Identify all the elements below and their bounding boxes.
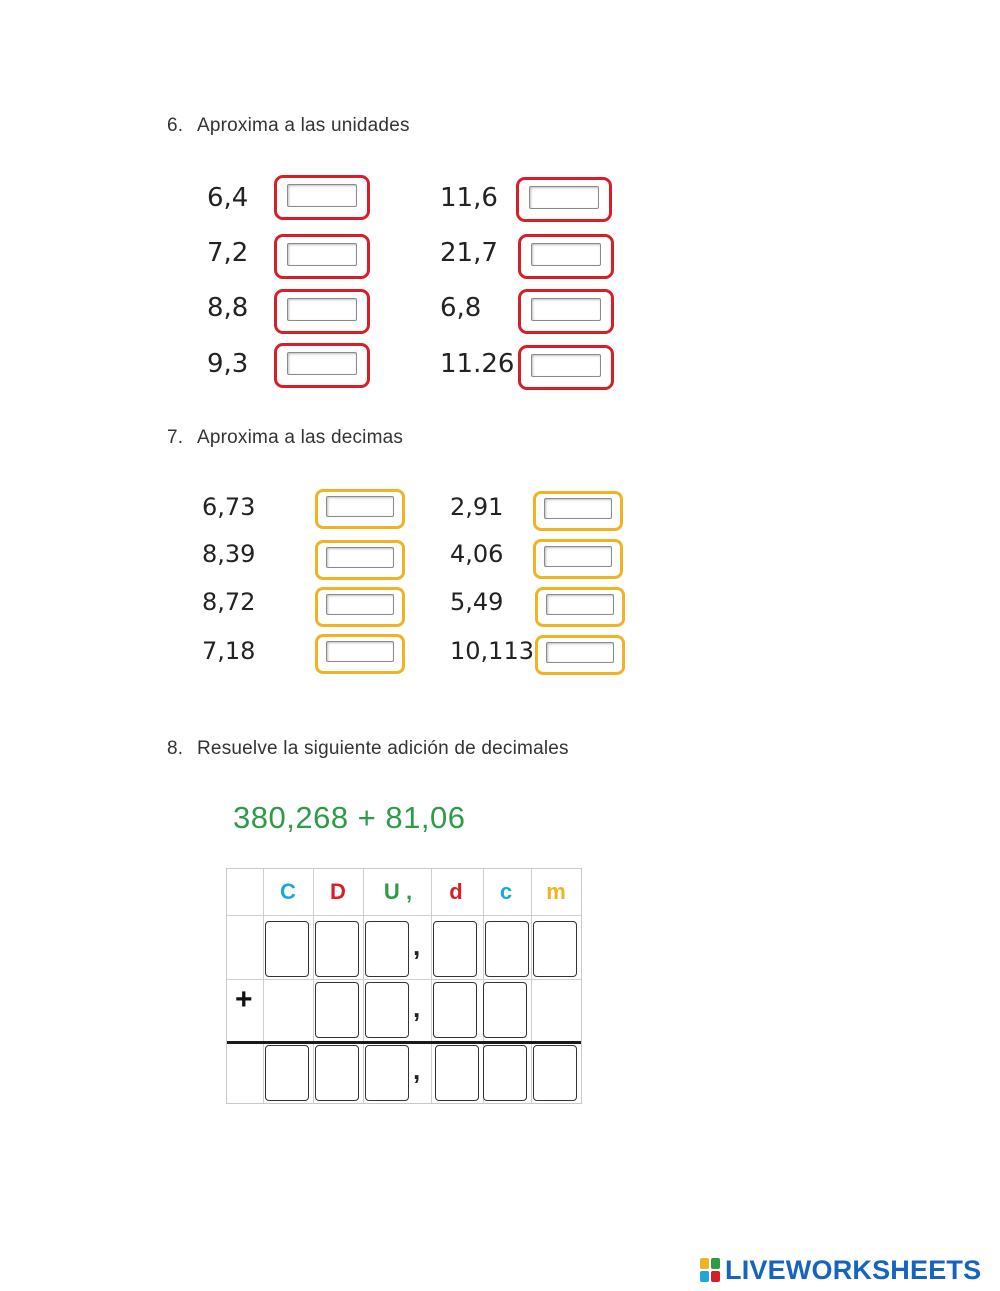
addend-1-cell-d-decimal[interactable] [433,921,477,977]
addend-2-cell-c-decimal[interactable] [483,982,527,1038]
q6-answer-input-left-3[interactable] [287,298,357,321]
q6-answer-input-left-1[interactable] [287,184,357,207]
q7-answer-input-right-2[interactable] [544,546,612,567]
q6-answer-box-right-3 [518,289,614,334]
q6-answer-box-left-1 [274,175,370,220]
addend-2-cell-d-decimal[interactable] [433,982,477,1038]
q7-answer-box-right-1 [533,491,623,531]
q7-answer-input-left-1[interactable] [326,496,394,517]
q7-answer-input-left-2[interactable] [326,547,394,568]
grid-divider [227,915,581,916]
grid-divider [363,869,364,1103]
addend-1-cell-u[interactable] [365,921,409,977]
question-6-title [167,115,410,137]
decimal-comma: , [413,993,421,1023]
column-header-unidades [365,879,431,905]
q6-answer-box-right-4 [518,345,614,390]
addend-1-cell-d[interactable] [315,921,359,977]
q7-answer-box-left-1 [315,489,405,529]
q7-number-right-4: 10,113 [450,637,534,665]
column-header-centenas [265,879,311,905]
q6-answer-box-left-3 [274,289,370,334]
q7-answer-box-right-2 [533,539,623,579]
result-cell-u[interactable] [365,1045,409,1101]
column-header-label: D [330,879,346,904]
column-header-label: d [449,879,463,904]
result-line [227,1041,581,1044]
result-cell-m[interactable] [533,1045,577,1101]
q6-answer-input-right-1[interactable] [529,186,599,209]
question-8-text: Resuelve la siguiente adición de decimales [197,738,569,759]
column-header-label: U [383,879,400,904]
q7-answer-box-left-4 [315,634,405,674]
addend-2-cell-u[interactable] [365,982,409,1038]
q6-answer-input-left-2[interactable] [287,243,357,266]
q7-number-right-2: 4,06 [450,540,504,568]
q7-number-right-1: 2,91 [450,493,504,521]
result-cell-c-decimal[interactable] [483,1045,527,1101]
q6-answer-box-left-4 [274,343,370,388]
q6-number-right-3: 6,8 [440,293,482,323]
column-header-label: m [546,879,566,904]
grid-divider [227,979,581,980]
addition-expression: 380,268 + 81,06 [233,800,466,835]
column-header-decenas [315,879,361,905]
liveworksheets-logo-text: LIVEWORKSHEETS [725,1254,982,1285]
q6-number-right-2: 21,7 [440,238,498,268]
question-6-text: Aproxima a las unidades [197,115,410,136]
q6-number-right-1: 11,6 [440,183,498,213]
q7-answer-box-left-3 [315,587,405,627]
q7-answer-box-left-2 [315,540,405,580]
addend-1-cell-c[interactable] [265,921,309,977]
q7-answer-input-left-4[interactable] [326,641,394,662]
result-cell-d-decimal[interactable] [435,1045,479,1101]
q6-number-left-3: 8,8 [207,293,249,323]
addend-1-cell-c-decimal[interactable] [485,921,529,977]
q6-answer-input-left-4[interactable] [287,352,357,375]
q7-answer-box-right-4 [535,635,625,675]
result-cell-d[interactable] [315,1045,359,1101]
addend-1-cell-m[interactable] [533,921,577,977]
q7-number-left-4: 7,18 [202,637,256,665]
q7-number-left-3: 8,72 [202,588,256,616]
q7-answer-box-right-3 [535,587,625,627]
question-8-title [167,738,569,760]
q7-answer-input-right-4[interactable] [546,642,614,663]
q6-answer-input-right-3[interactable] [531,298,601,321]
q6-answer-box-right-1 [516,177,612,222]
result-cell-c[interactable] [265,1045,309,1101]
q6-answer-input-right-2[interactable] [531,243,601,266]
q6-number-left-2: 7,2 [207,238,249,268]
grid-divider [431,869,432,1103]
liveworksheets-logo-icon [700,1257,722,1283]
question-7-title [167,427,403,449]
column-header-centesimas [483,879,529,905]
question-8-number: 8. [167,738,184,759]
liveworksheets-logo [700,1254,981,1286]
q6-answer-box-left-2 [274,234,370,279]
plus-sign: + [235,983,253,1016]
q7-answer-input-right-1[interactable] [544,498,612,519]
grid-divider [263,869,264,1103]
column-header-label: c [499,879,513,904]
question-7-text: Aproxima a las decimas [197,427,404,448]
q7-number-right-3: 5,49 [450,588,504,616]
column-header-label: C [280,879,296,904]
q6-number-right-4: 11.26 [440,349,515,379]
q6-answer-input-right-4[interactable] [531,354,601,377]
column-header-comma: , [405,879,413,904]
q6-answer-box-right-2 [518,234,614,279]
place-value-grid [226,868,582,1104]
column-header-decimas [433,879,479,905]
q7-answer-input-left-3[interactable] [326,594,394,615]
question-6-number: 6. [167,115,184,136]
addend-2-cell-d[interactable] [315,982,359,1038]
column-header-milesimas [533,879,579,905]
grid-divider [531,869,532,1103]
q7-number-left-1: 6,73 [202,493,256,521]
decimal-comma: , [413,1055,421,1085]
q6-number-left-1: 6,4 [207,183,249,213]
question-7-number: 7. [167,427,184,448]
q6-number-left-4: 9,3 [207,349,249,379]
q7-number-left-2: 8,39 [202,540,256,568]
q7-answer-input-right-3[interactable] [546,594,614,615]
grid-divider [313,869,314,1103]
decimal-comma: , [413,931,421,961]
